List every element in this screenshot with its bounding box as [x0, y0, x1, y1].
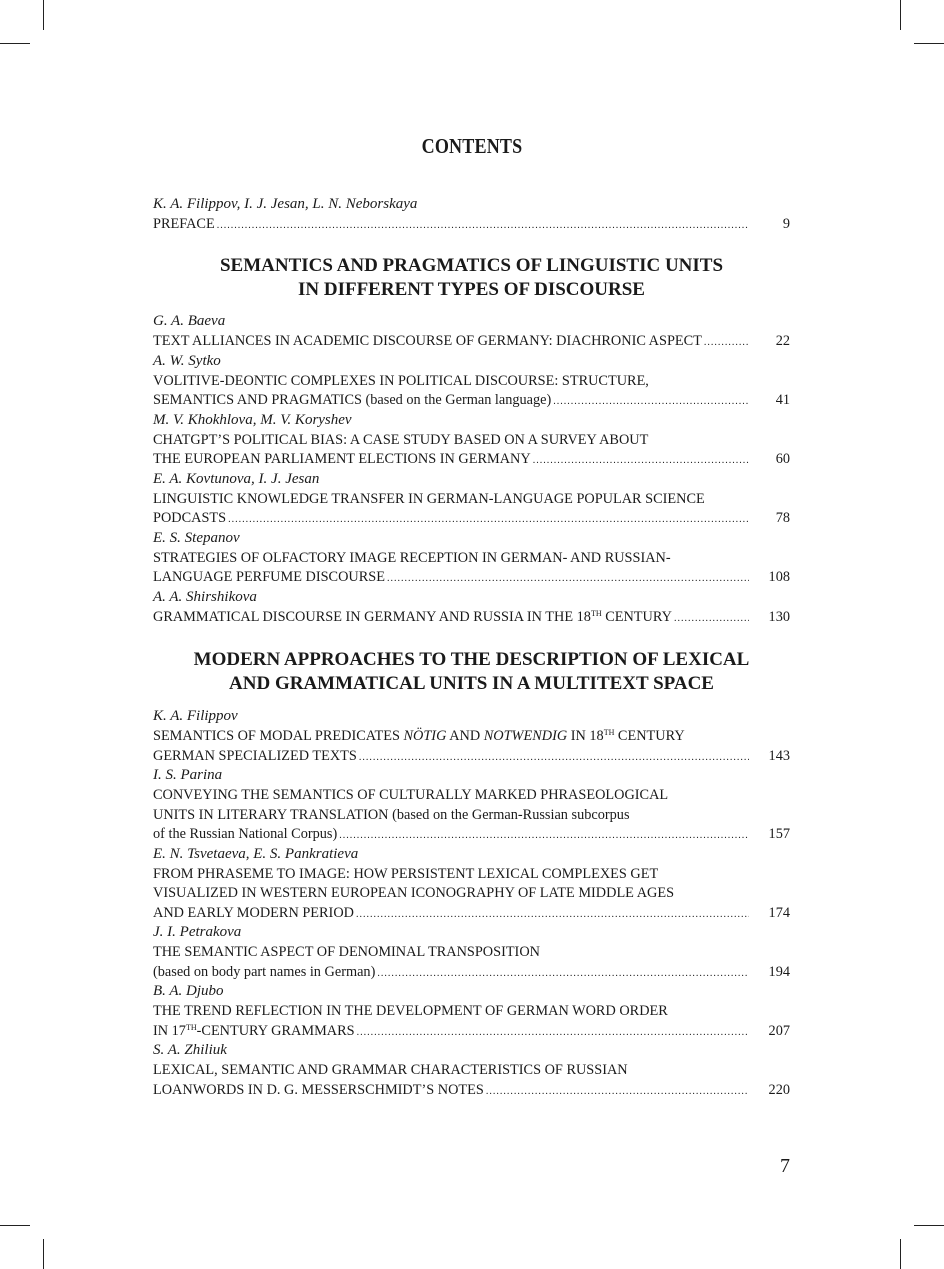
section-heading-1: SEMANTICS AND PRAGMATICS OF LINGUISTIC UNITS IN DIFFERENT TYPES OF DISCOURSE	[219, 255, 724, 300]
entry-page: 60	[775, 451, 790, 467]
toc-entry[interactable]	[153, 982, 790, 1041]
section-heading-2: MODERN APPROACHES TO THE DESCRIPTION OF LEXICAL AND GRAMMATICAL UNITS IN A MULTITEXT SPACE	[193, 649, 750, 694]
crop-mark	[914, 1225, 944, 1226]
toc-entry[interactable]	[153, 707, 790, 766]
crop-mark	[43, 0, 44, 30]
toc-entry[interactable]	[153, 1041, 790, 1100]
entry-page: 143	[768, 747, 790, 764]
page-number: 7	[780, 1155, 790, 1177]
entry-page: 108	[768, 569, 790, 585]
crop-mark	[0, 43, 30, 44]
toc-entry[interactable]	[153, 312, 790, 352]
entry-author: B. A. Djubo	[153, 983, 224, 999]
entry-title: STRATEGIES OF OLFACTORY IMAGE RECEPTION IN GERMAN- AND RUSSIAN-	[153, 549, 671, 566]
section-2-entries	[153, 707, 790, 1100]
crop-mark	[43, 1239, 44, 1269]
entry-title: THE SEMANTIC ASPECT OF DENOMINAL TRANSPOSITION	[153, 944, 540, 960]
entry-title: LINGUISTIC KNOWLEDGE TRANSFER IN GERMAN-LANGUAGE POPULAR SCIENCE	[153, 490, 705, 507]
entry-title-cont: PODCASTS	[153, 510, 227, 526]
entry-title: SEMANTICS OF MODAL PREDICATES NÖTIG AND NOTWENDIG IN 18TH CENTURY	[153, 728, 685, 744]
entry-title-cont: SEMANTICS AND PRAGMATICS (based on the German language)	[153, 392, 552, 408]
section-1-entries	[153, 312, 790, 627]
entry-author: S. A. Zhiliuk	[153, 1042, 227, 1058]
page-title: CONTENTS	[421, 134, 523, 158]
entry-page: 78	[775, 510, 790, 526]
entry-page: 9	[782, 216, 790, 232]
toc-entry[interactable]	[153, 766, 790, 845]
entry-title: PREFACE	[153, 216, 215, 232]
toc-entry[interactable]	[153, 529, 790, 588]
entry-title-cont: of the Russian National Corpus)	[153, 826, 338, 842]
entry-author: G. A. Baeva	[153, 313, 226, 329]
entry-title: TEXT ALLIANCES IN ACADEMIC DISCOURSE OF GERMANY: DIACHRONIC ASPECT	[153, 333, 702, 349]
entry-title-cont: GERMAN SPECIALIZED TEXTS	[153, 747, 357, 764]
entry-page: 22	[775, 333, 790, 349]
entry-author: A. W. Sytko	[153, 352, 221, 369]
toc-entry[interactable]	[153, 352, 790, 411]
entry-title: CONVEYING THE SEMANTICS OF CULTURALLY MARKED PHRASEOLOGICAL	[153, 787, 669, 803]
toc-entry[interactable]	[153, 923, 790, 982]
entry-page: 41	[775, 392, 790, 408]
entry-author: A. A. Shirshikova	[153, 588, 257, 605]
entry-title: VOLITIVE-DEONTIC COMPLEXES IN POLITICAL DISCOURSE: STRUCTURE,	[153, 372, 649, 389]
toc-entry[interactable]	[153, 588, 790, 628]
toc-entry[interactable]	[153, 845, 790, 924]
entry-page: 174	[768, 904, 790, 921]
entry-title-cont: AND EARLY MODERN PERIOD	[153, 904, 354, 921]
entry-title-cont: LOANWORDS IN D. G. MESSERSCHMIDT’S NOTES	[153, 1081, 484, 1098]
toc-entry-preface[interactable]	[153, 195, 790, 235]
entry-title-cont: IN 17TH-CENTURY GRAMMARS	[153, 1022, 355, 1039]
entry-author: K. A. Filippov	[153, 708, 238, 724]
entry-page: 157	[768, 826, 790, 842]
entry-title: CHATGPT’S POLITICAL BIAS: A CASE STUDY BASED ON A SURVEY ABOUT	[153, 431, 649, 448]
entry-author: E. A. Kovtunova, I. J. Jesan	[153, 470, 320, 487]
entry-title-cont: (based on body part names in German)	[153, 963, 376, 980]
entry-title: LEXICAL, SEMANTIC AND GRAMMAR CHARACTERISTICS OF RUSSIAN	[153, 1062, 628, 1078]
entry-page: 130	[768, 608, 790, 625]
crop-mark	[900, 1239, 901, 1269]
entry-title-cont: UNITS IN LITERARY TRANSLATION (based on the German-Russian subcorpus	[153, 806, 630, 823]
entry-title: FROM PHRASEME TO IMAGE: HOW PERSISTENT LEXICAL COMPLEXES GET	[153, 865, 659, 882]
entry-author: E. S. Stepanov	[153, 529, 240, 546]
entry-author: K. A. Filippov, I. J. Jesan, L. N. Neborskaya	[153, 196, 418, 212]
entry-page: 220	[768, 1081, 790, 1098]
entry-title-cont: THE EUROPEAN PARLIAMENT ELECTIONS IN GERMANY	[153, 451, 531, 467]
crop-mark	[0, 1225, 30, 1226]
entry-title-cont: VISUALIZED IN WESTERN EUROPEAN ICONOGRAPHY OF LATE MIDDLE AGES	[153, 885, 675, 901]
entry-title: GRAMMATICAL DISCOURSE IN GERMANY AND RUSSIA IN THE 18TH CENTURY	[153, 608, 672, 625]
toc-entry[interactable]	[153, 411, 790, 470]
crop-mark	[900, 0, 901, 30]
entry-title-cont: LANGUAGE PERFUME DISCOURSE	[153, 569, 385, 585]
entry-author: I. S. Parina	[153, 767, 223, 783]
entry-title: THE TREND REFLECTION IN THE DEVELOPMENT OF GERMAN WORD ORDER	[153, 1003, 668, 1019]
toc-entry[interactable]	[153, 470, 790, 529]
entry-author: J. I. Petrakova	[153, 924, 242, 940]
entry-page: 194	[768, 963, 790, 980]
crop-mark	[914, 43, 944, 44]
entry-page: 207	[768, 1022, 790, 1039]
entry-author: M. V. Khokhlova, M. V. Koryshev	[153, 411, 352, 428]
entry-author: E. N. Tsvetaeva, E. S. Pankratieva	[153, 845, 359, 862]
